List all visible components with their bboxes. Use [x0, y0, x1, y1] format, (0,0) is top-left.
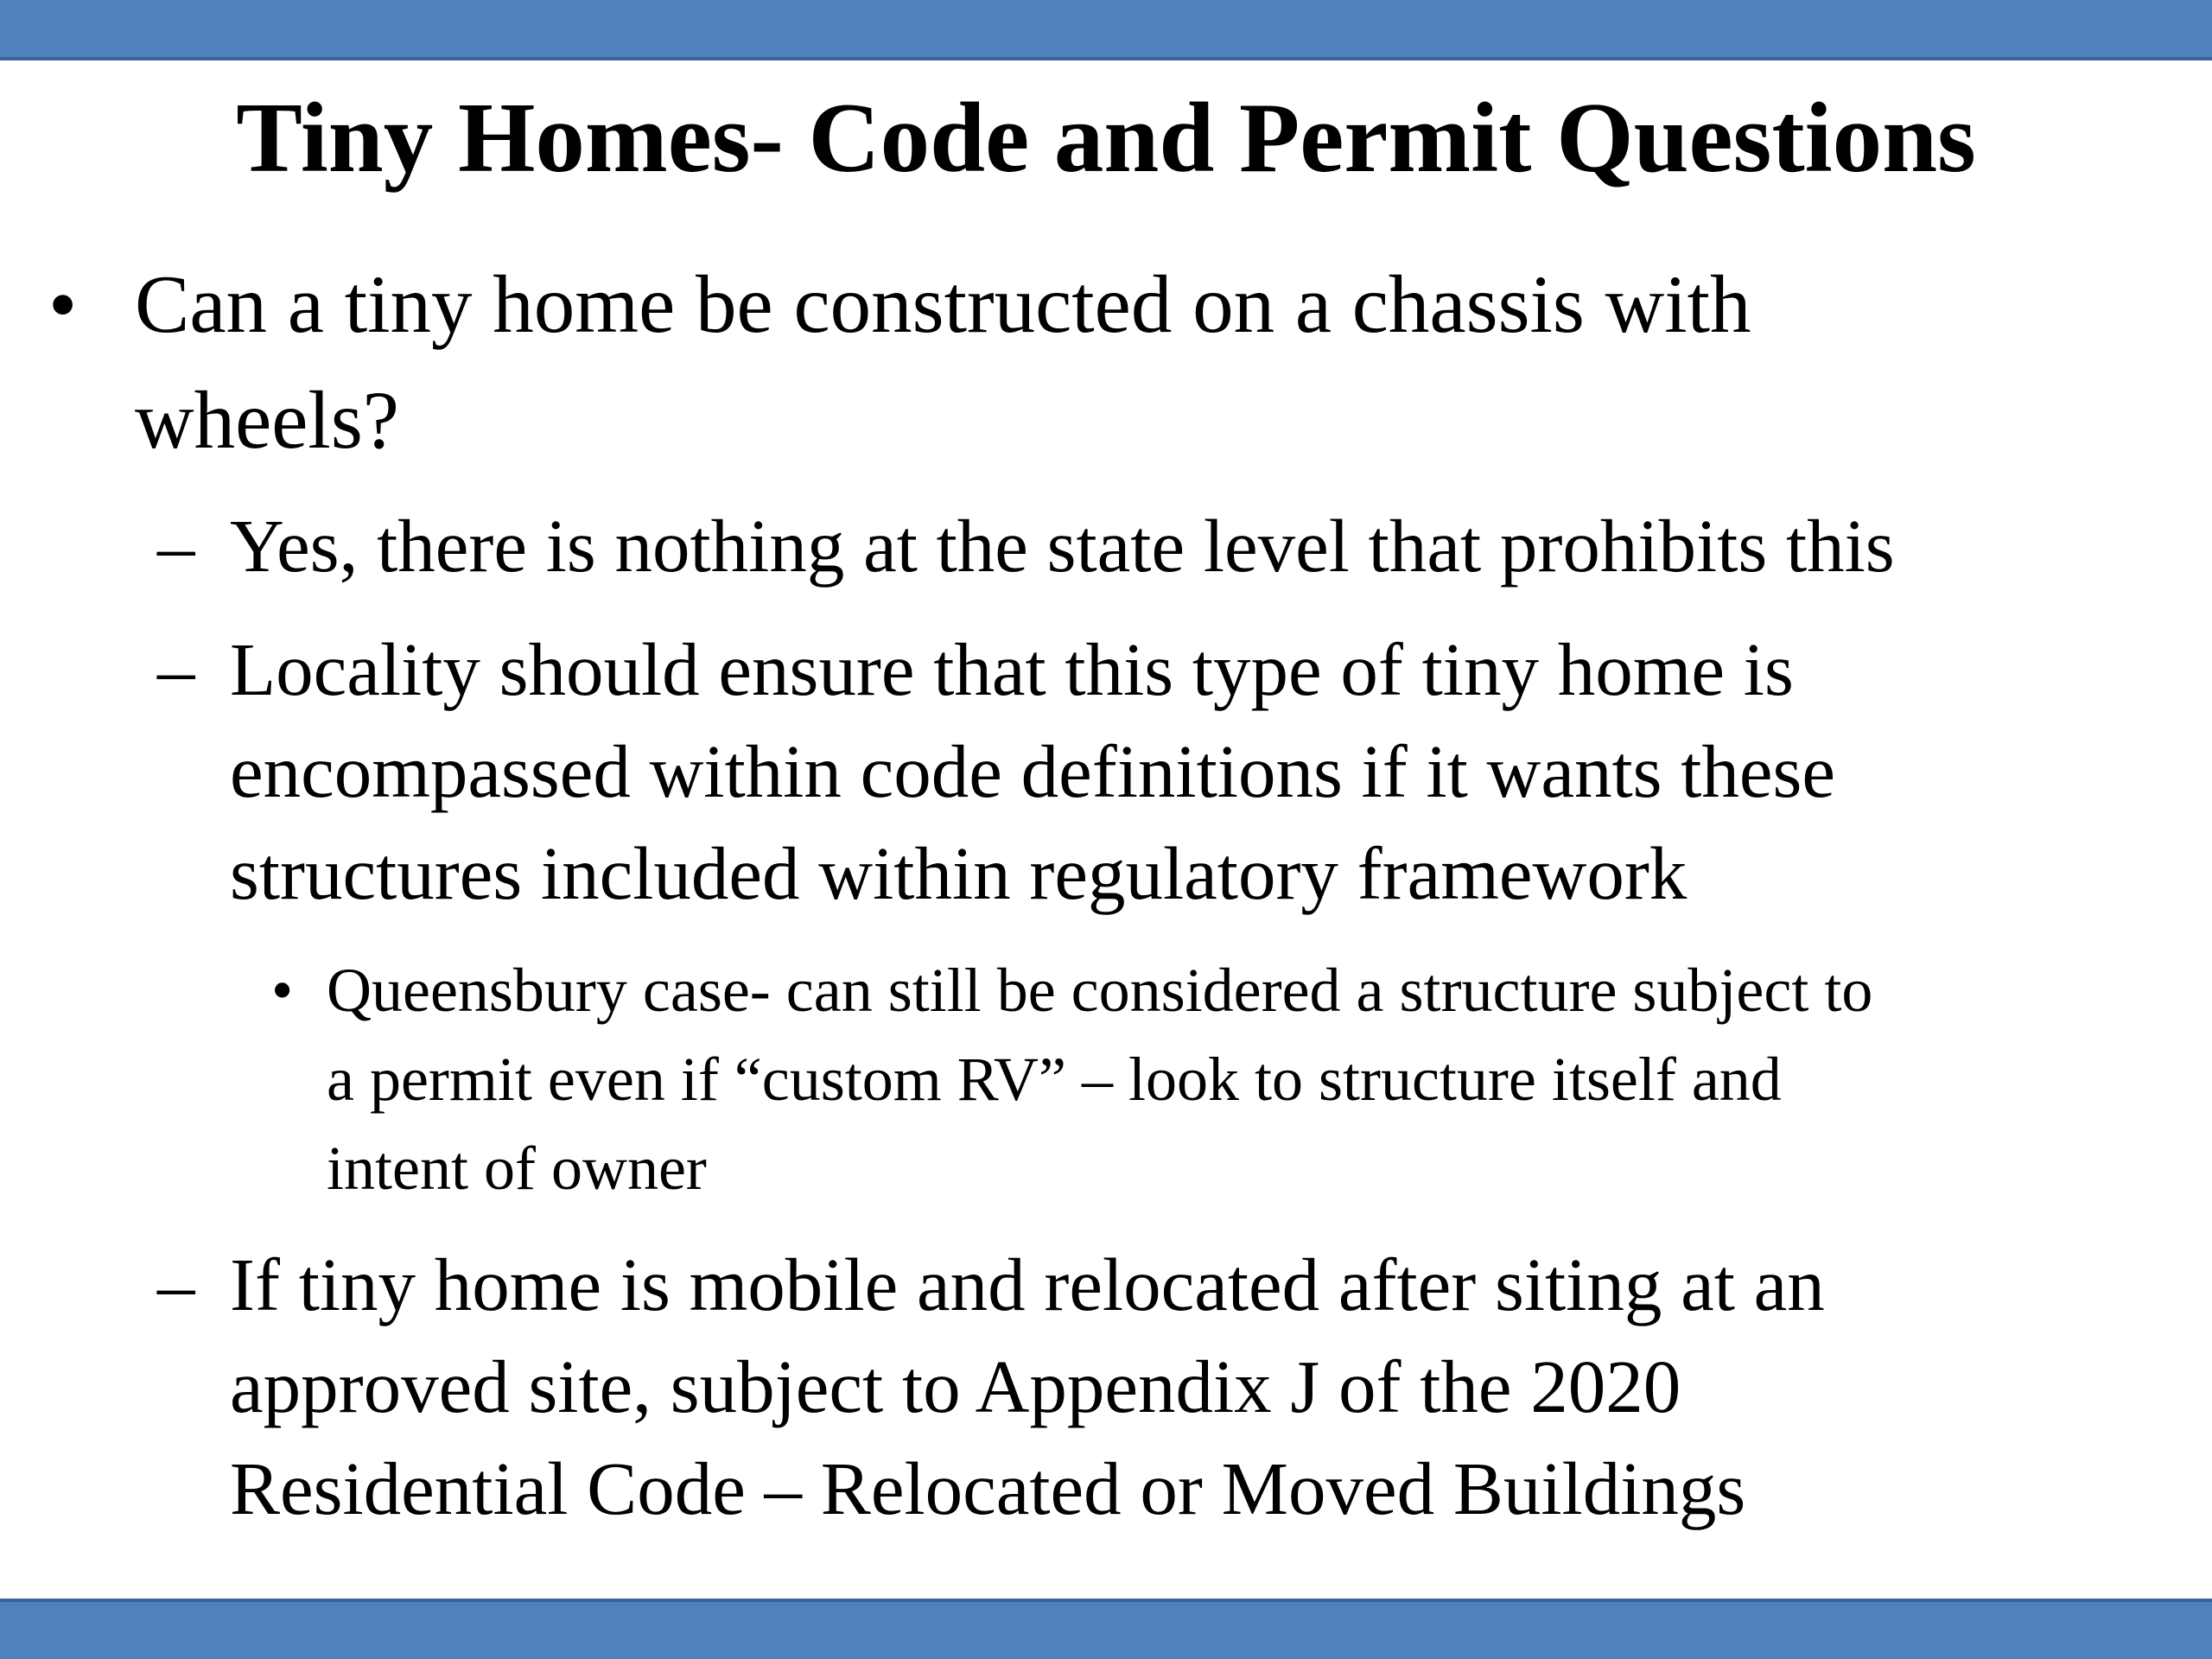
text-line: Yes, there is nothing at the state level that prohibits this: [230, 504, 1895, 588]
dash-item-state-level: [157, 495, 2162, 597]
text-line: wheels?: [135, 374, 399, 466]
text-line: structures included within regulatory framework: [230, 831, 1688, 915]
sub-bullet-queensbury: [271, 946, 2172, 1213]
dash-item-text: [157, 495, 2162, 597]
bullet-chassis-question: [48, 246, 2122, 478]
dash-icon: –: [157, 1243, 195, 1326]
text-line: Locality should ensure that this type of tiny home is: [230, 627, 1794, 711]
sub-bullet-text: [271, 946, 2172, 1213]
dash-icon: –: [157, 627, 195, 711]
bullet-text: [48, 246, 2122, 478]
bullet-icon: •: [48, 258, 78, 350]
bottom-accent-band: [0, 1599, 2212, 1659]
text-line: Can a tiny home be constructed on a chassis with: [135, 258, 1751, 350]
text-line: Queensbury case- can still be considered a structure subject to: [327, 956, 1873, 1025]
dash-item-text: [157, 619, 2162, 925]
text-line: encompassed within code definitions if it wants these: [230, 729, 1836, 813]
text-line: approved site, subject to Appendix J of the 2020: [230, 1344, 1681, 1428]
text-line: Residential Code – Relocated or Moved Buildings: [230, 1446, 1746, 1530]
text-line: intent of owner: [327, 1134, 707, 1203]
bullet-icon: •: [271, 956, 294, 1025]
dash-item-text: [157, 1234, 2162, 1540]
slide-title: Tiny Homes- Code and Permit Questions: [236, 83, 1976, 193]
dash-item-locality: [157, 619, 2162, 925]
text-line: If tiny home is mobile and relocated after siting at an: [230, 1243, 1825, 1326]
dash-icon: –: [157, 504, 195, 588]
dash-item-relocation: [157, 1234, 2162, 1540]
text-line: a permit even if “custom RV” – look to structure itself and: [327, 1045, 1782, 1114]
